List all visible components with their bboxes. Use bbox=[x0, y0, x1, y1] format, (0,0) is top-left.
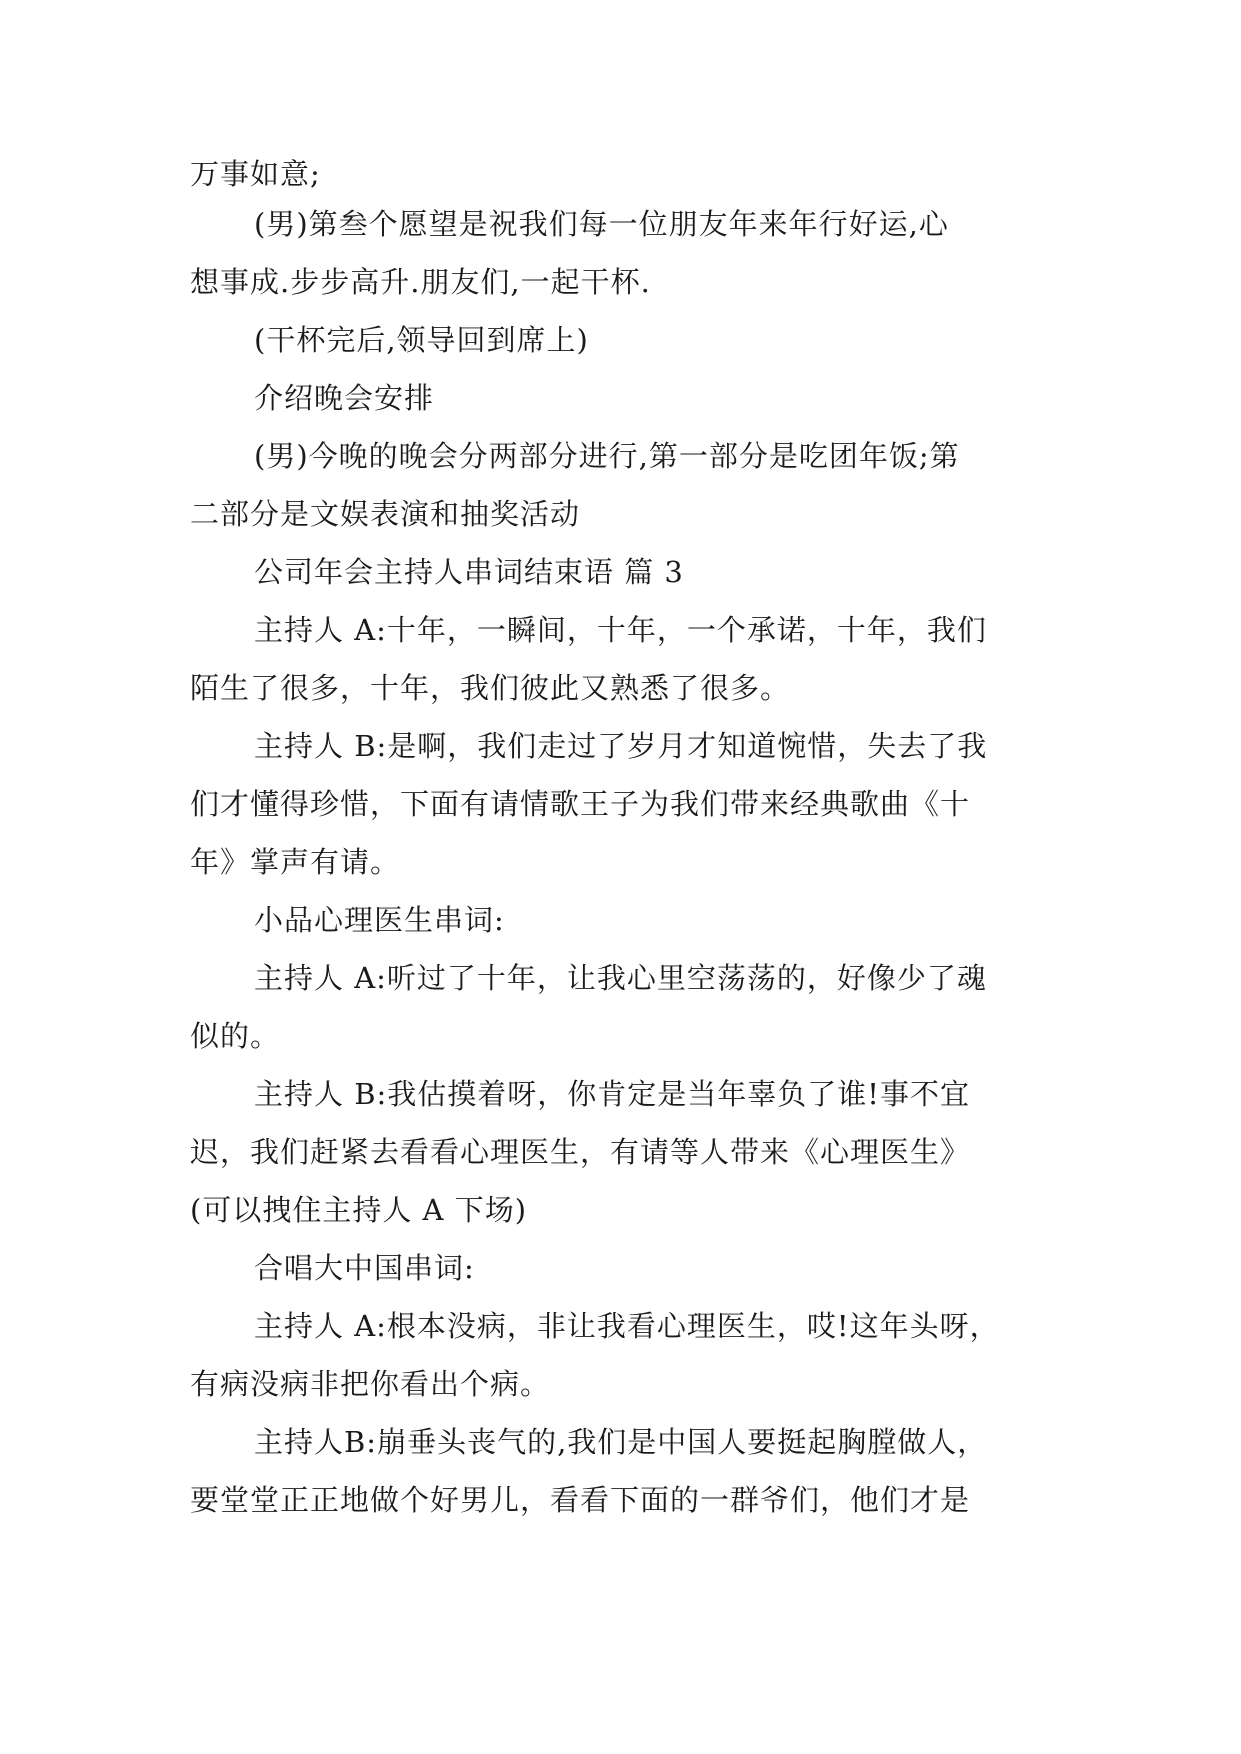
text-line: 主持人B:崩垂头丧气的,我们是中国人要挺起胸膛做人， bbox=[254, 1425, 988, 1459]
text-line: 们才懂得珍惜，下面有请情歌王子为我们带来经典歌曲《十 bbox=[190, 787, 971, 821]
text-line: 主持人 B:我估摸着呀，你肯定是当年辜负了谁!事不宜 bbox=[254, 1077, 970, 1111]
text-line: 迟，我们赶紧去看看心理医生，有请等人带来《心理医生》 bbox=[190, 1135, 971, 1169]
text-line: (干杯完后,领导回到席上) bbox=[254, 323, 589, 357]
section-heading: 小品心理医生串词: bbox=[254, 903, 505, 937]
text-line: 年》掌声有请。 bbox=[190, 845, 401, 879]
text-line: 二部分是文娱表演和抽奖活动 bbox=[190, 497, 581, 531]
text-line: 介绍晚会安排 bbox=[254, 381, 435, 415]
section-heading: 公司年会主持人串词结束语 篇 3 bbox=[254, 555, 684, 589]
text-line: 主持人 A:根本没病，非让我看心理医生，哎!这年头呀， bbox=[254, 1309, 1000, 1343]
text-line: 主持人 B:是啊，我们走过了岁月才知道惋惜，失去了我 bbox=[254, 729, 988, 763]
text-line: 有病没病非把你看出个病。 bbox=[190, 1367, 551, 1401]
text-line: 要堂堂正正地做个好男儿，看看下面的一群爷们，他们才是 bbox=[190, 1483, 971, 1517]
text-line: 主持人 A:十年，一瞬间，十年，一个承诺，十年，我们 bbox=[254, 613, 987, 647]
text-line: 似的。 bbox=[190, 1019, 281, 1053]
text-line: (可以拽住主持人 A 下场) bbox=[190, 1193, 528, 1227]
text-line: 想事成.步步高升.朋友们,一起干杯. bbox=[190, 265, 651, 299]
text-line: (男)今晚的晚会分两部分进行,第一部分是吃团年饭;第 bbox=[254, 439, 960, 473]
text-line: 万事如意; bbox=[190, 157, 321, 191]
text-line: (男)第叁个愿望是祝我们每一位朋友年来年行好运,心 bbox=[254, 207, 949, 241]
text-line: 主持人 A:听过了十年，让我心里空荡荡的，好像少了魂 bbox=[254, 961, 987, 995]
text-line: 陌生了很多，十年，我们彼此又熟悉了很多。 bbox=[190, 671, 791, 705]
section-heading: 合唱大中国串词: bbox=[254, 1251, 475, 1285]
